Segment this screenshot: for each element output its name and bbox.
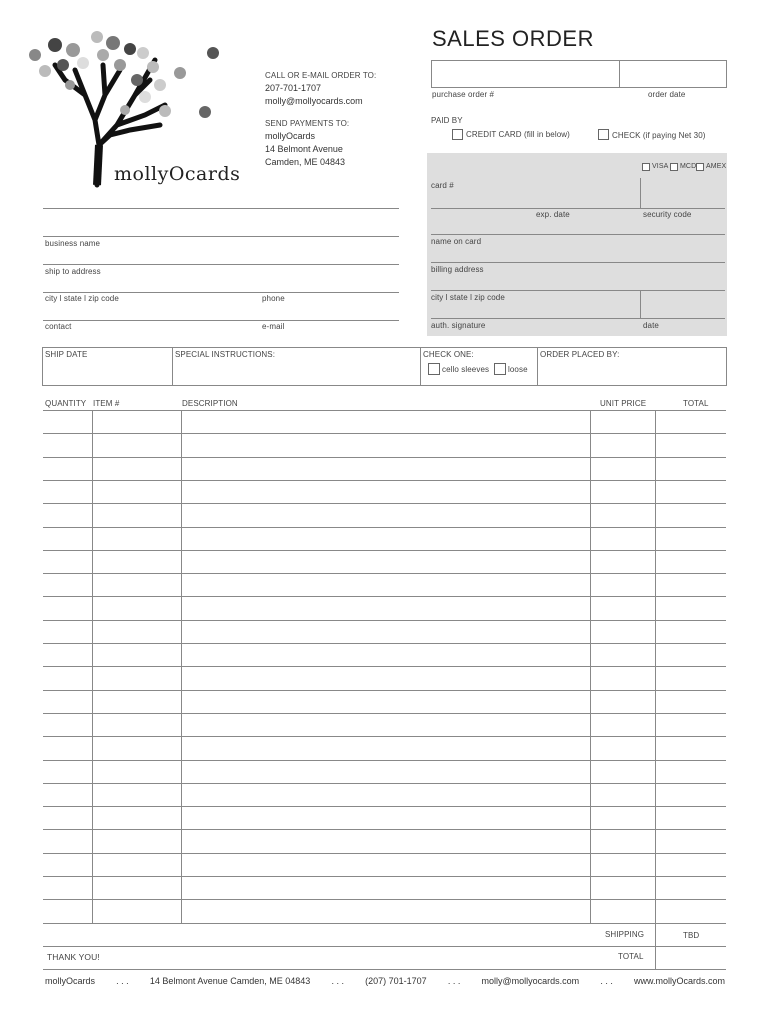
amex-checkbox[interactable] (696, 163, 704, 171)
auth-signature-label: auth. signature (431, 321, 486, 330)
ship-to-label: ship to address (45, 267, 101, 276)
shipping-line (43, 946, 726, 947)
card-number-label: card # (431, 181, 454, 190)
cello-checkbox[interactable] (428, 363, 440, 375)
contact-email: molly@mollyocards.com (265, 96, 363, 106)
footer (45, 976, 725, 986)
contact-line (43, 320, 399, 321)
col-header-total: TOTAL (683, 399, 709, 408)
table-row-line (43, 596, 726, 597)
mcd-checkbox[interactable] (670, 163, 678, 171)
billing-line (431, 262, 725, 263)
table-col-line (590, 410, 591, 923)
ship-to-line (43, 264, 399, 265)
business-line (43, 236, 399, 237)
ship-info-div1 (172, 347, 173, 386)
table-row-line (43, 503, 726, 504)
auth-line (431, 318, 725, 319)
po-label: purchase order # (432, 90, 495, 99)
brand-name: mollyOcards (114, 163, 241, 185)
cello-label: cello sleeves (442, 365, 490, 374)
card-divider (640, 178, 641, 208)
ship-email-label: e-mail (262, 322, 285, 331)
ship-line-top (43, 208, 399, 209)
thank-you: THANK YOU! (47, 952, 100, 962)
loose-label: loose (508, 365, 528, 374)
auth-divider (640, 290, 641, 318)
check-checkbox[interactable] (598, 129, 609, 140)
page-title: SALES ORDER (432, 26, 594, 51)
exp-date-label: exp. date (536, 210, 570, 219)
security-code-label: security code (643, 210, 692, 219)
table-row-line (43, 923, 726, 924)
table-row-line (43, 713, 726, 714)
send-city: Camden, ME 04843 (265, 157, 346, 167)
auth-date-label: date (643, 321, 659, 330)
table-row-line (43, 457, 726, 458)
footer-email: molly@mollyocards.com (481, 976, 580, 986)
ship-date-label: SHIP DATE (45, 350, 88, 359)
table-row-line (43, 876, 726, 877)
footer-address: 14 Belmont Avenue Camden, ME 04843 (149, 976, 311, 986)
col-header-unit-price: UNIT PRICE (600, 399, 647, 408)
total-line (43, 969, 726, 970)
table-row-line (43, 643, 726, 644)
total-label: TOTAL (618, 952, 644, 961)
table-row-line (43, 899, 726, 900)
name-on-card-label: name on card (431, 237, 482, 246)
footer-sep-1: . . . (116, 976, 129, 986)
table-row-line (43, 410, 726, 411)
ship-info-div2 (420, 347, 421, 386)
table-col-line (181, 410, 182, 923)
footer-sep-3: . . . (447, 976, 461, 986)
paid-by-label: PAID BY (431, 116, 463, 125)
card-number-line (431, 208, 725, 209)
billing-address-label: billing address (431, 265, 484, 274)
send-street: 14 Belmont Avenue (265, 144, 343, 154)
col-header-description: DESCRIPTION (182, 399, 238, 408)
ship-city-label: city l state l zip code (45, 294, 119, 303)
total-col-line (655, 410, 656, 969)
visa-label: VISA (652, 163, 669, 170)
ship-info-div3 (537, 347, 538, 386)
table-col-line (92, 410, 93, 923)
table-row-line (43, 829, 726, 830)
ship-city-line (43, 292, 399, 293)
shipping-value: TBD (683, 931, 700, 940)
ship-info-box (42, 347, 727, 386)
mcd-label: MCD (680, 163, 697, 170)
table-row-line (43, 760, 726, 761)
footer-company: mollyOcards (45, 976, 96, 986)
amex-label: AMEX (706, 163, 727, 170)
col-header-quantity: QUANTITY (45, 399, 87, 408)
card-city-line (431, 290, 725, 291)
table-row-line (43, 620, 726, 621)
table-row-line (43, 853, 726, 854)
call-label: CALL OR E-MAIL ORDER TO: (265, 71, 377, 80)
table-row-line (43, 806, 726, 807)
order-placed-by-label: ORDER PLACED BY: (540, 350, 620, 359)
table-row-line (43, 550, 726, 551)
contact-phone: 207-701-1707 (265, 83, 322, 93)
visa-checkbox[interactable] (642, 163, 650, 171)
table-row-line (43, 666, 726, 667)
card-city-label: city l state l zip code (431, 293, 505, 302)
send-company: mollyOcards (265, 131, 316, 141)
table-row-line (43, 573, 726, 574)
footer-sep-4: . . . (600, 976, 613, 986)
special-instructions-label: SPECIAL INSTRUCTIONS: (175, 350, 276, 359)
table-row-line (43, 433, 726, 434)
check-one-label: CHECK ONE: (423, 350, 474, 359)
table-row-line (43, 783, 726, 784)
order-date-field[interactable] (619, 60, 727, 88)
credit-card-label: CREDIT CARD (fill in below) (466, 130, 570, 139)
send-label: SEND PAYMENTS TO: (265, 119, 350, 128)
table-top-line (43, 410, 726, 411)
check-label: CHECK (if paying Net 30) (612, 131, 706, 140)
shipping-label: SHIPPING (605, 930, 645, 939)
footer-sep-2: . . . (331, 976, 344, 986)
table-row-line (43, 690, 726, 691)
footer-website[interactable]: www.mollyOcards.com (633, 976, 725, 986)
table-row-line (43, 736, 726, 737)
name-on-card-line (431, 234, 725, 235)
contact-label: contact (45, 322, 72, 331)
credit-card-checkbox[interactable] (452, 129, 463, 140)
table-row-line (43, 480, 726, 481)
col-header-item: ITEM # (93, 399, 120, 408)
order-date-label: order date (648, 90, 686, 99)
loose-checkbox[interactable] (494, 363, 506, 375)
purchase-order-field[interactable] (431, 60, 620, 88)
ship-phone-label: phone (262, 294, 285, 303)
table-row-line (43, 527, 726, 528)
footer-phone: (207) 701-1707 (365, 976, 427, 986)
business-name-label: business name (45, 239, 101, 248)
